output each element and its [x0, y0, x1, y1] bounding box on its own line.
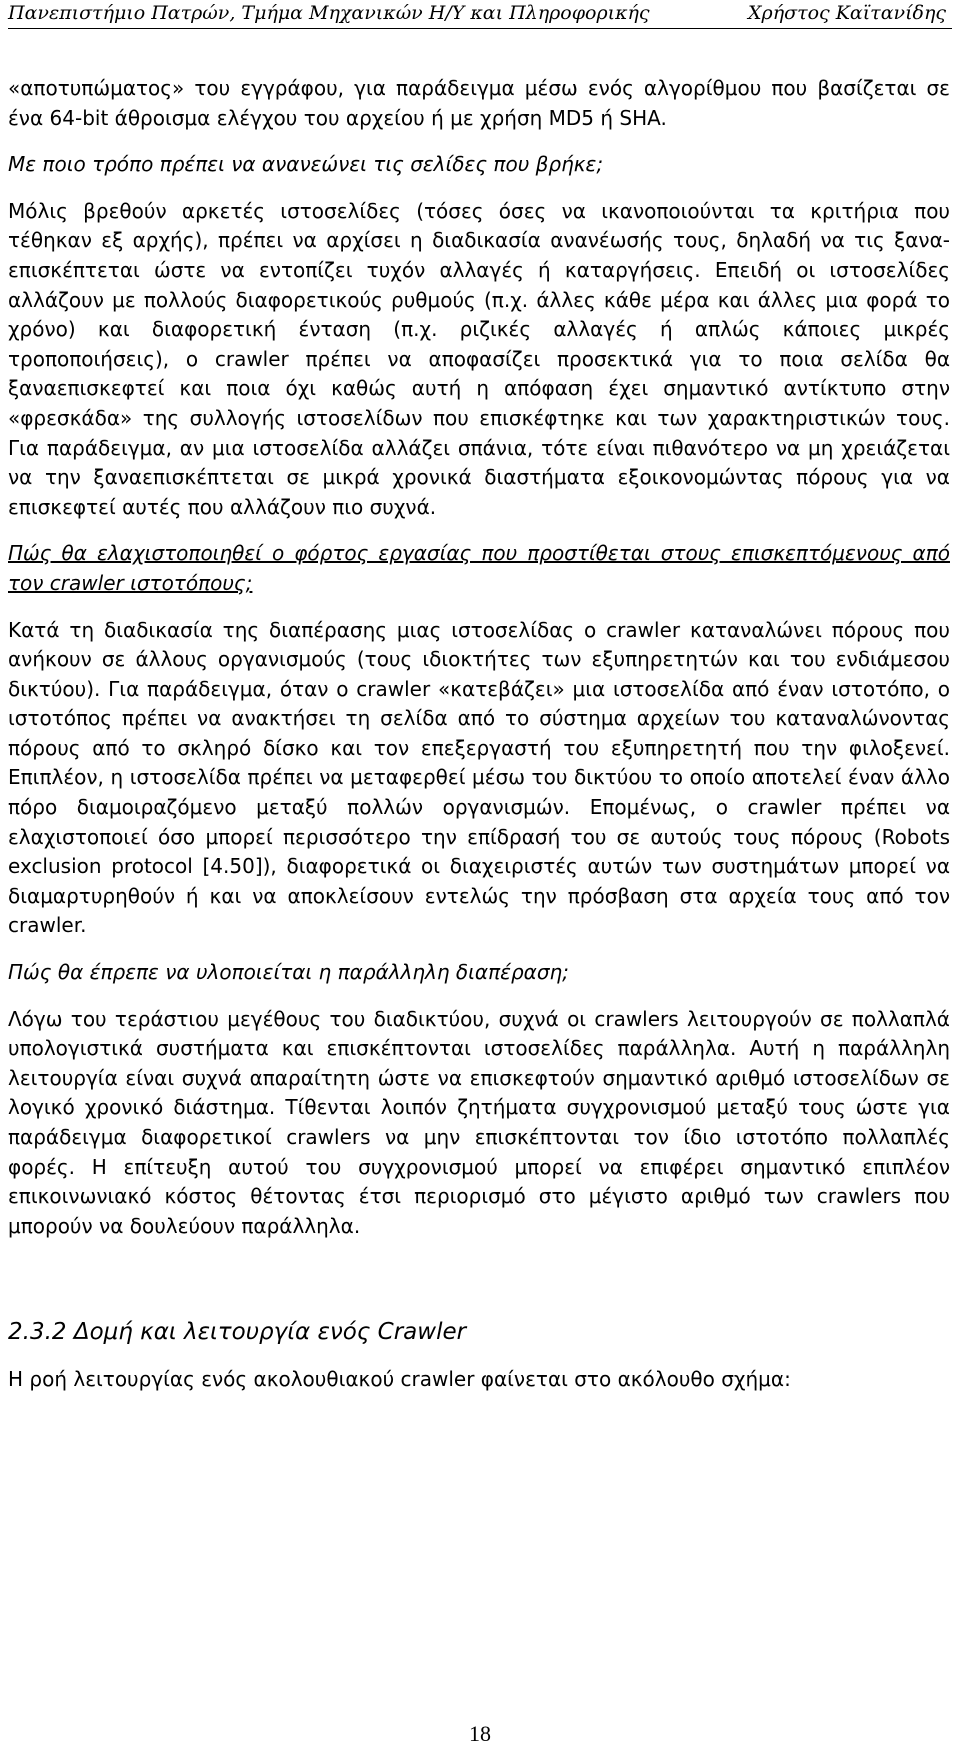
paragraph-load: Κατά τη διαδικασία της διαπέρασης μιας ιστοσελίδας ο crawler καταναλώνει πόρους που ανήκουν σε άλλους οργανισμούς (τους ιδιοκτήτες των εξυπηρετητών και του ενδιάμεσου δικτύου). Για παράδειγμα, όταν ο crawler «κατεβάζει» μια ιστοσελίδα από έναν ιστοτόπο, ο ιστοτόπος πρέπει να ανακτήσει τη σελίδα από το σύστημα αρχείων του καταναλώνοντας πόρους από το σκληρό δίσκο και τον επεξεργαστή του εξυπηρετητή που την φιλοξενεί. Επιπλέον, η ιστοσελίδα πρέπει να μεταφερθεί μέσω του δικτύου το οποίο αποτελεί έναν άλλο πόρο διαμοιραζόμενο μεταξύ πολλών οργανισμών. Επομένως, ο crawler πρέπει να ελαχιστοποιεί όσο μπορεί περισσότερο την επίδρασή του σε αυτούς τους πόρους (Robots exclusion protocol [4.50]), διαφορετικά οι διαχειριστές αυτών των συστημάτων μπορεί να διαμαρτυρηθούν ή και να αποκλείσουν εντελώς την πρόσβαση στα αρχεία τους από τον crawler.	[8, 617, 950, 938]
question-parallel: Πώς θα έπρεπε να υλοποιείται η παράλληλη διαπέραση;	[8, 960, 569, 985]
question-load: Πώς θα ελαχιστοποιηθεί ο φόρτος εργασίας που προστίθεται στους επισκεπτόμενους από τον crawler ιστοτόπους;	[8, 541, 950, 595]
page-body	[8, 74, 950, 1395]
section-heading	[8, 1316, 950, 1348]
section-number: 2.3.2	[8, 1319, 67, 1346]
paragraph-parallel: Λόγω του τεράστιου μεγέθους του διαδικτύου, συχνά οι crawlers λειτουργούν σε πολλαπλά υπολογιστικά συστήματα και επισκέπτονται ιστοσελίδες παράλληλα. Αυτή η παράλληλη λειτουργία είναι συχνά απαραίτητη ώστε να επισκεφτούν σημαντικό αριθμό ιστοσελίδων σε λογικό χρονικό διάστημα. Τίθενται λοιπόν ζητήματα συγχρονισμού μεταξύ τους ώστε για παράδειγμα διαφορετικοί crawlers να μην επισκέπτονται τον ίδιο ιστοτόπο πολλαπλές φορές. Η επίτευξη αυτού του συγχρονισμού μπορεί να επιφέρει σημαντικό επιπλέον επικοινωνιακό κόστος θέτοντας έτσι περιορισμό στο μέγιστο αριθμό των crawlers που μπορούν να δουλεύουν παράλληλα.	[8, 1006, 950, 1238]
paragraph-closing: Η ροή λειτουργίας ενός ακολουθιακού crawler φαίνεται στο ακόλουθο σχήμα:	[8, 1367, 791, 1392]
header-institution: Πανεπιστήμιο Πατρών, Τμήμα Μηχανικών Η/Υ και Πληροφορικής	[8, 2, 650, 24]
running-header	[8, 2, 952, 30]
header-rule	[8, 28, 952, 29]
paragraph-fingerprint: «αποτυπώματος» του εγγράφου, για παράδειγμα μέσω ενός αλγορίθμου που βασίζεται σε ένα 64-bit άθροισμα ελέγχου του αρχείου ή με χρήση MD5 ή SHA.	[8, 76, 950, 130]
paragraph-refresh: Μόλις βρεθούν αρκετές ιστοσελίδες (τόσες όσες να ικανοποιούνται τα κριτήρια που τέθηκαν εξ αρχής), πρέπει να αρχίσει η διαδικασία ανανέωσής τους, δηλαδή να τις ξανα-επισκέπτεται ώστε να εντοπίζει τυχόν αλλαγές ή καταργήσεις. Επειδή οι ιστοσελίδες αλλάζουν με πολλούς διαφορετικούς ρυθμούς (π.χ. άλλες κάθε μέρα και άλλες μια φορά το χρόνο) και διαφορετική ένταση (π.χ. ριζικές αλλαγές ή απλώς κάποιες μικρές τροποποιήσεις), ο crawler πρέπει να αποφασίζει προσεκτικά για το ποια σελίδα θα ξαναεπισκεφτεί και ποια όχι καθώς αυτή η απόφαση έχει σημαντικό αντίκτυπο στην «φρεσκάδα» της συλλογής ιστοσελίδων που επισκέφτηκε και των χαρακτηριστικών τους. Για παράδειγμα, αν μια ιστοσελίδα αλλάζει σπάνια, τότε είναι πιθανότερο να μη χρειάζεται να την ξαναεπισκέπτεται σε μικρά χρονικά διαστήματα εξοικονομώντας πόρους για να επισκεφτεί αυτές που αλλάζουν πιο συχνά.	[8, 198, 950, 519]
question-refresh: Με ποιο τρόπο πρέπει να ανανεώνει τις σελίδες που βρήκε;	[8, 152, 604, 177]
header-author: Χρήστος Καϊτανίδης	[748, 2, 946, 24]
section-title: Δομή και λειτουργία ενός Crawler	[73, 1319, 467, 1346]
page-number: 18	[469, 1721, 491, 1746]
